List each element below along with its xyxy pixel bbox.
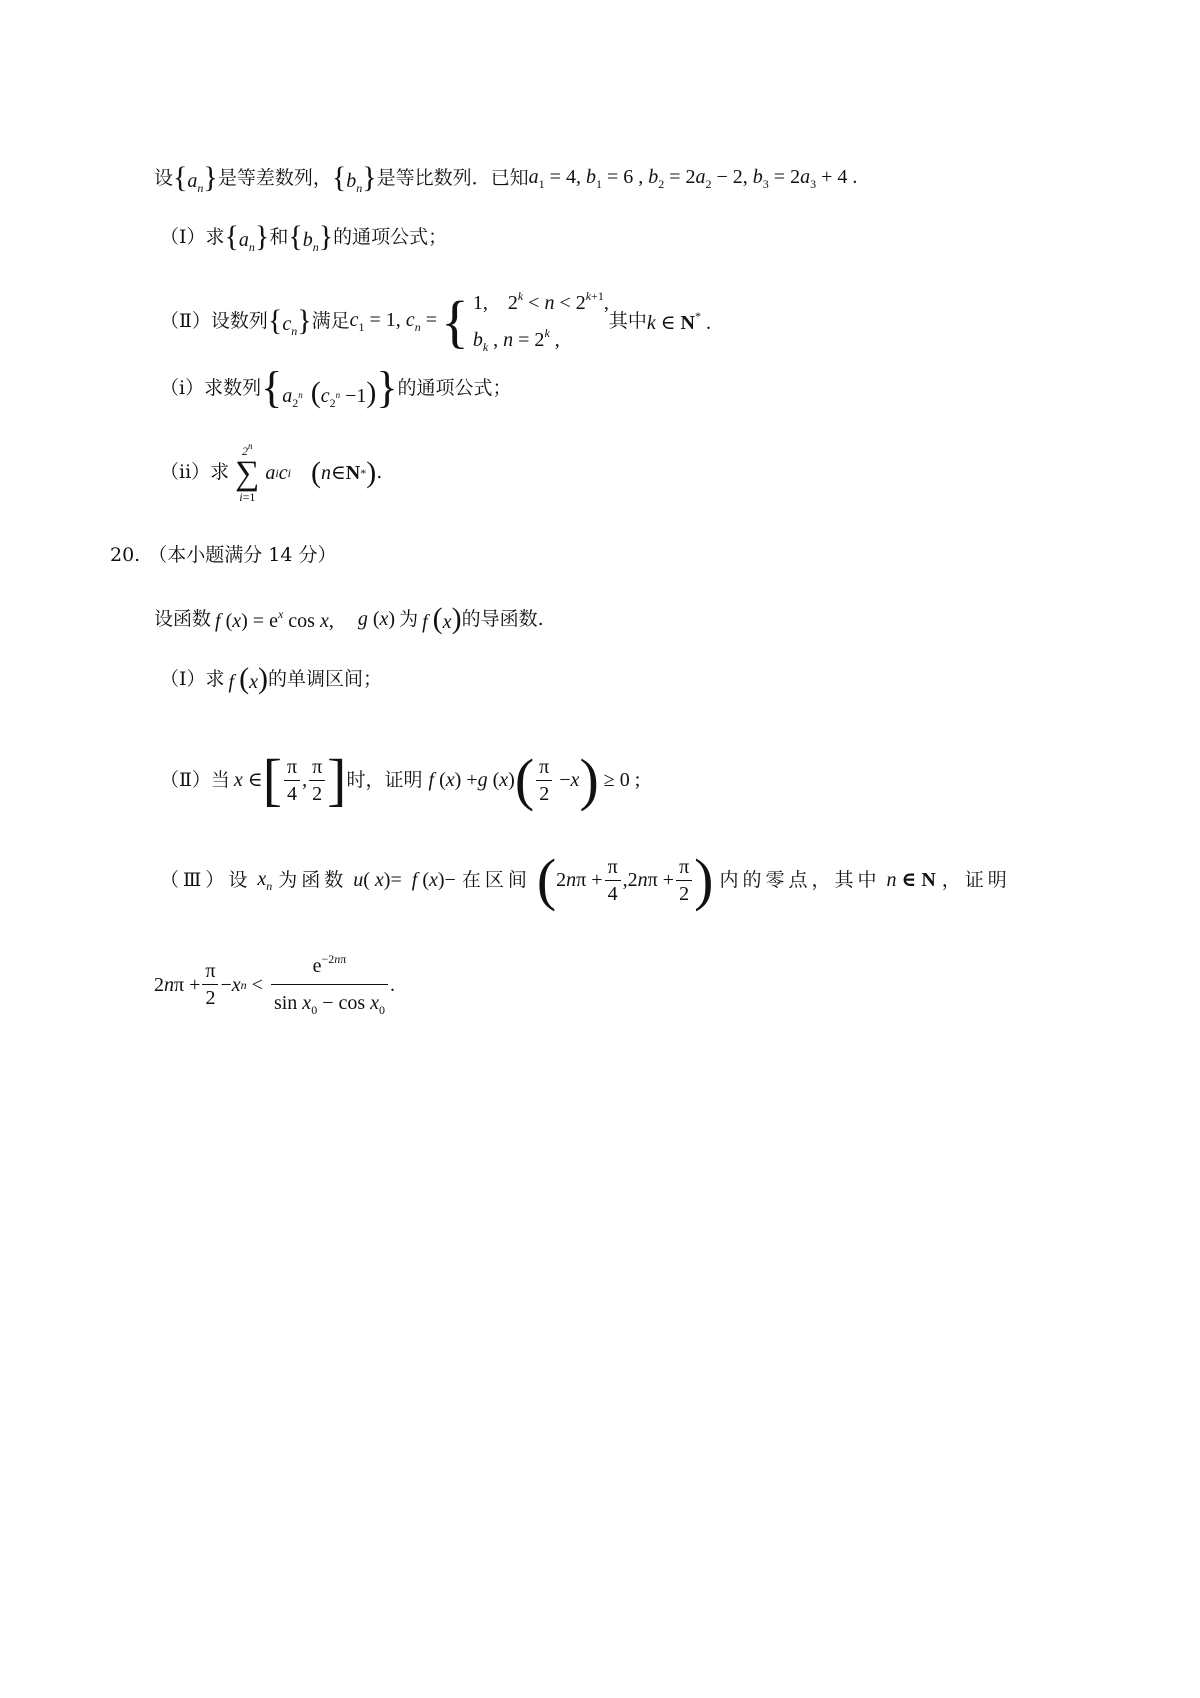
zero-interval: ( 2 n π + $\frac{\pi}{4}$ ,2 n π + $\frac{\pi}{2}$ ) [536,847,714,912]
q20-part-1 [160,664,382,694]
q20-part-2-mid: 时，证明 [346,768,423,791]
question-number: 20. [110,544,141,566]
piecewise-case-1: 1, $2^k < n < 2^{k+1}$, [472,289,609,314]
conclusion-inequality: 2 n π + $\frac{\pi}{2}$ − x n < $\frac{e^{-2n\pi}}{\sin x_0 - \cos x_0}$ . [154,952,396,1017]
q20-part-3-text-2: 在区间 [461,868,531,891]
q19-part-i-label: （i）求数列 [160,376,262,399]
q20-part-2 [160,747,641,812]
inequality-expression: f ( x ) + g ( x ) ( $\frac{\pi}{2}$ − x ) ≥ 0 ; [428,747,641,812]
q19-part-ii-tail: . [376,461,383,483]
q20-intro-text-1: 设函数 [154,607,212,630]
seq-a-c-expression: {$a_{2^n}$ $(c_{2^n} -1)$} [261,363,398,412]
q19-given-conditions: $a_1 = 4$, $b_1 = 6$ , $b_2 = 2a_2 - 2$, $b_3 = 2a_3 + 4$ . [528,166,858,191]
x-interval: x ∈ [ $\frac{\pi}{4}$ , $\frac{\pi}{2}$ ] [233,747,347,812]
f-definition: f $(x) = e^x$ cos x, [215,606,334,632]
seq-b-n: $\{b_n\}$ [331,161,377,195]
question-points: （本小题满分 14 分） [148,544,337,566]
q19-intro-text-2: 是等差数列， [217,167,332,189]
q20-intro-text-2: 为 [399,607,419,630]
q19-part-1 [160,222,447,253]
q19-intro-text-3: 是等比数列．已知 [376,167,529,189]
seq-a-n: $\{a_n\}$ [224,220,270,254]
n-in-naturals: n ∈ N [886,869,936,891]
g-x: g (x) [357,608,396,630]
q19-intro [154,163,857,194]
q19-intro-text-1: 设 [154,167,174,189]
q20-part-3-text-1: 为函数 [278,868,348,891]
q20-part-3-label: （Ⅲ）设 [160,868,252,891]
q19-part-2 [160,290,711,353]
k-in-naturals: k ∈ N* . [646,309,711,334]
q19-part-ii [160,442,382,503]
q19-part-2-label: （Ⅱ）设数列 [160,310,268,332]
q19-part-2-mid: 满足 [311,310,350,332]
x-n: $x_n$ [257,867,273,893]
q20-part-3-text-3: 内的零点，其中 [719,868,881,891]
q19-part-1-and: 和 [269,226,289,248]
q19-part-1-label: （Ⅰ）求 [160,226,225,248]
q20-part-1-tail: 的单调区间； [267,667,382,690]
q20-part-2-label: （Ⅱ）当 [160,768,230,791]
seq-c-n: $\{c_n\}$ [267,304,312,338]
seq-a-n: $\{a_n\}$ [173,161,218,195]
q20-part-3-conclusion [154,953,395,1016]
q20-part-3 [160,847,1011,912]
seq-b-n: $\{b_n\}$ [288,220,334,254]
summation-expression: 2$^n$ ∑ i=1 a i c i ( n ∈ N * ) [235,441,377,504]
f-x: f (x) [422,602,462,635]
q20-intro [154,604,544,634]
q20-header [110,546,336,565]
q20-part-1-label: （Ⅰ）求 [160,667,225,690]
q19-part-i-tail: 的通项公式； [397,376,512,399]
q19-part-i [160,363,512,412]
u-definition: u( x)= f (x)− [353,869,456,891]
q19-part-2-tail: 其中 [608,310,647,332]
c-n-definition: $c_1 = 1$, $c_n$ = { 1, $2^k < n < 2^{k+1}$, $b_k$ , $n = 2^k$ , [349,288,609,354]
piecewise-case-2: $b_k$ , $n = 2^k$ , [472,326,560,354]
f-x: f (x) [228,662,268,695]
q20-intro-text-3: 的导函数. [461,607,544,630]
q19-part-ii-label: （ii）求 [160,461,230,483]
q20-part-3-text-4: ，证明 [941,868,1011,891]
sigma-operator: 2$^n$ ∑ i=1 [235,441,260,504]
q19-part-1-tail: 的通项公式； [333,226,448,248]
